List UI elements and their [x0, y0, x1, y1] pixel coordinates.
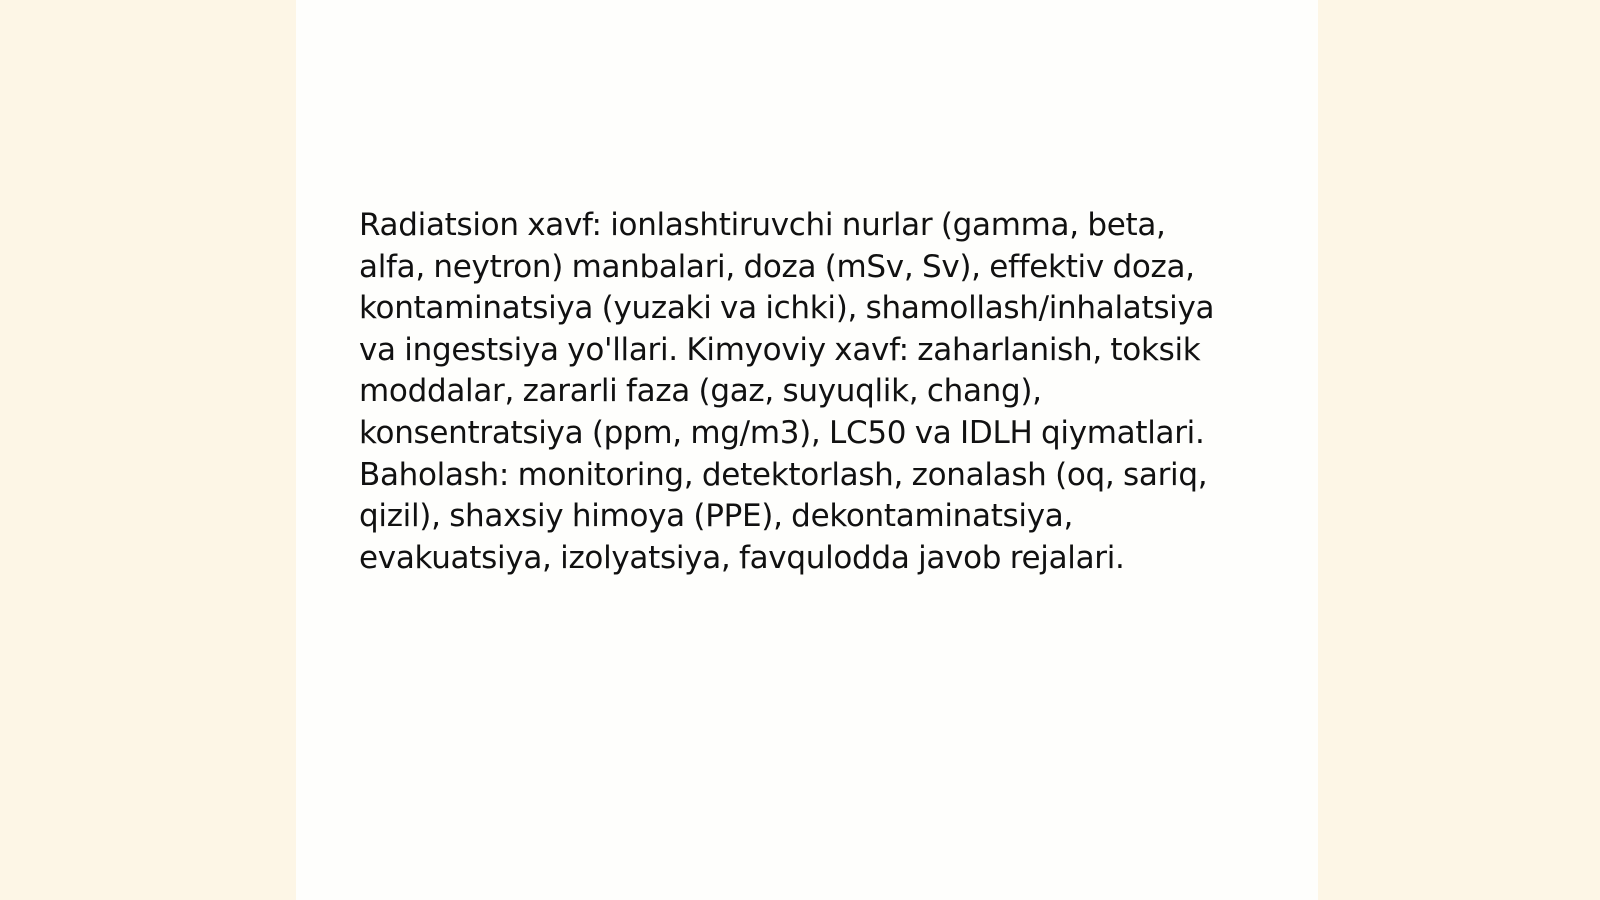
slide-body-text: Radiatsion xavf: ionlashtiruvchi nurlar (gamma, beta, alfa, neytron) manbalari, doza (mSv, Sv), effektiv doza, kontaminatsiya (yuzaki va ichki), shamollash/inhalatsiya va ingestsiya yo'llari. Kimyoviy xavf: zaharlanish, toksik moddalar, zararli faza (gaz, suyuqlik, chang), konsentratsiya (ppm, mg/m3), LC50 va IDLH qiymatlari. Baholash: monitoring, detektorlash, zonalash (oq, sariq, qizil), shaxsiy himoya (PPE), dekontaminatsiya, evakuatsiya, izolyatsiya, favqulodda javob rejalari. — [359, 207, 1215, 576]
slide — [296, 0, 1318, 900]
